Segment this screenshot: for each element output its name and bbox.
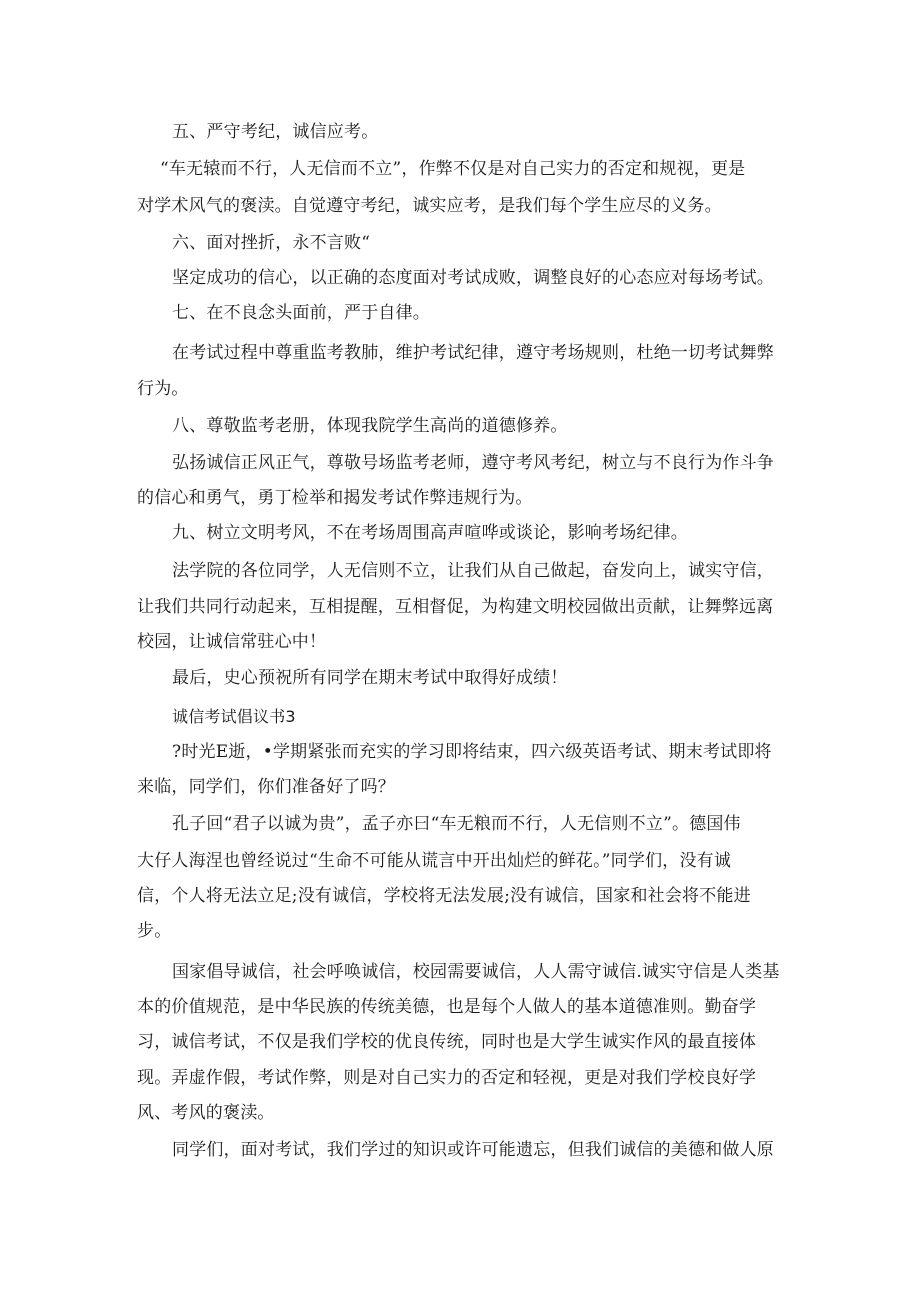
- text-line: 现。弄虚作假，考试作弊，则是对自己实力的否定和轻视，更是对我们学校良好学: [137, 1068, 757, 1088]
- text-line: 坚定成功的信心，以正确的态度面对考试成败，调整良好的心态应对每场考试。: [172, 268, 774, 288]
- text-line: 的信心和勇气，勇丁检举和揭发考试作弊违规行为。: [137, 488, 533, 508]
- section-title: 诚信考试倡议书3: [172, 707, 296, 726]
- text-line: 步。: [137, 921, 172, 941]
- text-line: 风、考风的褒渎。: [137, 1103, 275, 1123]
- text-line: 九、树立文明考风，不在考场周围高声喧哗或谈论，影响考场纪律。: [172, 523, 688, 543]
- text-line: 孔子回“君子以诚为贵”，孟子亦曰“车无粮而不行，人无信则不立”。德国伟: [172, 814, 741, 834]
- text-line: 信，个人将无法立足;没有诚信，学校将无法发展;没有诚信，国家和社会将不能进: [137, 886, 751, 906]
- text-line: 五、严守考纪，诚信应考。: [172, 122, 379, 142]
- text-line: 七、在不良念头面前，严于自律。: [172, 303, 430, 323]
- text-line: 让我们共同行动起来，互相提醒，互相督促，为构建文明校园做出贡献，让舞弊远离: [137, 597, 774, 617]
- text-line: 校园，让诚信常驻心中！: [137, 632, 327, 652]
- text-line: 本的价值规范，是中华民族的传统美德，也是每个人做人的基本道德准则。勤奋学: [137, 997, 757, 1017]
- text-line: 八、尊敬监考老册，体现我院学生高尚的道德修养。: [172, 416, 568, 436]
- text-line: 同学们，面对考试，我们学过的知识或许可能遗忘，但我们诚信的美德和做人原: [172, 1140, 774, 1160]
- text-line: 最后，史心预祝所有同学在期末考试中取得好成绩！: [172, 668, 568, 688]
- text-line: 对学术风气的褒渎。自觉遵守考纪，诚实应考，是我们每个学生应尽的义务。: [137, 196, 722, 216]
- text-line: 习，诚信考试，不仅是我们学校的优良传统，同时也是大学生诚实作风的最直接体: [137, 1032, 757, 1052]
- text-line: 来临，同学们，你们准备好了吗？: [137, 777, 395, 797]
- text-line: 六、面对挫折，永不言败“: [172, 233, 371, 253]
- text-line: 法学院的各位同学，人无信则不立，让我们从自己做起，奋发向上，诚实守信，: [172, 561, 774, 581]
- text-line: ?时光E逝，•学期紧张而充实的学习即将结束，四六级英语考试、期末考试即将: [172, 742, 772, 762]
- text-line: 大仔人海涅也曾经说过“生命不可能从谎言中开出灿烂的鲜花。”同学们，没有诚: [137, 851, 732, 871]
- text-line: 在考试过程中尊重监考教肺，维护考试纪律，遵守考场规则，杜绝一切考试舞弊: [172, 343, 774, 363]
- text-line: 行为。: [137, 379, 189, 399]
- text-line: 弘扬诚信正风正气，尊敬号场监考老师，遵守考风考纪，树立与不良行为作斗争: [172, 453, 774, 473]
- text-line: “车无辕而不行，人无信而不立”，作弊不仅是对自己实力的否定和规视，更是: [160, 159, 746, 179]
- text-line: 国家倡导诚信，社会呼唤诚信，校园需要诚信，人人需守诚信.诚实守信是人类基: [172, 962, 780, 982]
